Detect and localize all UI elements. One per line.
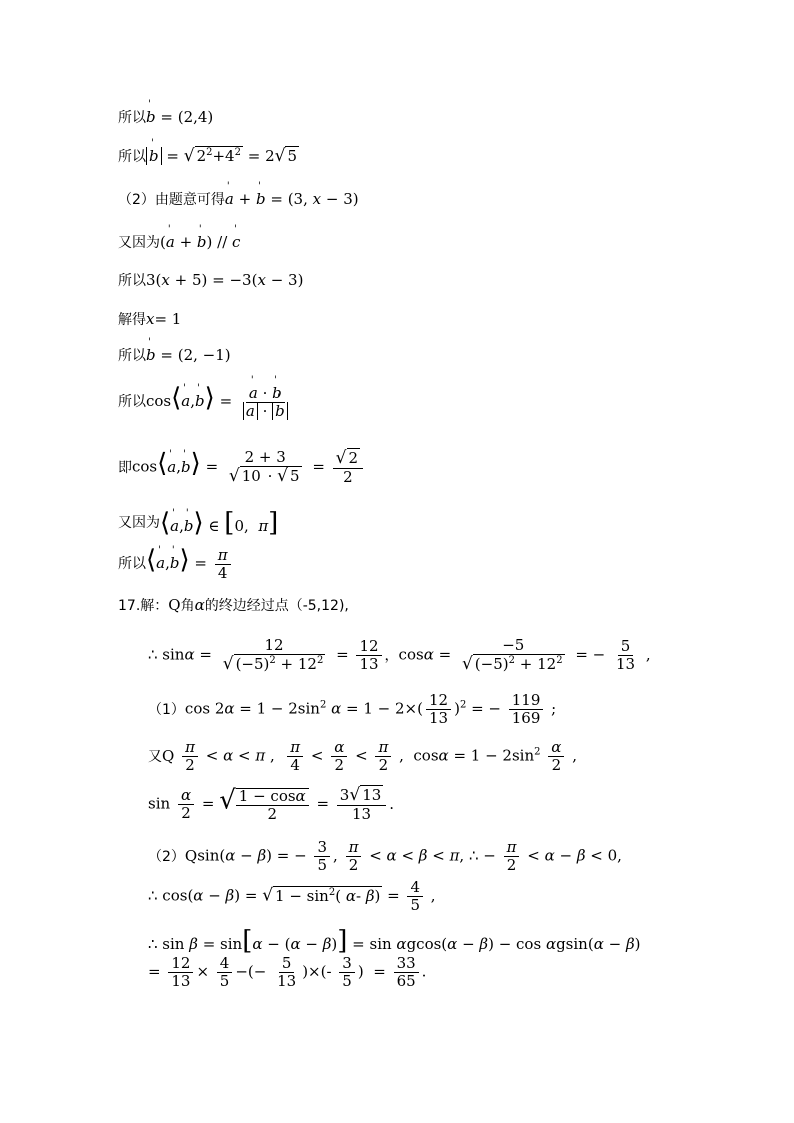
text-suoyi: 所以 xyxy=(118,272,146,289)
line-angle-range xyxy=(118,510,278,536)
formula-cos-value: cos⟨' a,' b⟩ = $\frac{2 + 3}{√ 10 \cdot √ 5}$ = $\frac{√ 2}{2}$ xyxy=(132,450,366,485)
part-2-label: （2） xyxy=(148,848,185,865)
formula-x-value: x= 1 xyxy=(146,310,182,328)
formula-cos-alpha: cosα = $\frac{-5}{√ (-5)^2 + 12^2}$ = − $\frac{5}{13}$ , xyxy=(398,636,651,674)
text-suoyi: 所以 xyxy=(118,109,146,126)
line-cos-def xyxy=(118,385,294,419)
formula-b-equals: ' b = (2,4) xyxy=(146,110,213,125)
comma: ， xyxy=(384,647,399,664)
problem-17-header xyxy=(118,598,349,613)
text-youyinwei: 又因为 xyxy=(118,234,160,251)
line-cos-2alpha xyxy=(148,693,556,726)
q-symbol: Q xyxy=(162,747,175,765)
formula-b-new: ' b = (2, −1) xyxy=(146,348,231,363)
line-equation xyxy=(118,273,303,288)
text-suoyi: 所以 xyxy=(118,148,146,165)
formula-equation: 3(x + 5) = −3(x − 3) xyxy=(146,271,304,289)
formula-b-abs: ' b = √ $2^2+4^2 = 2√$ 5 xyxy=(146,148,299,165)
formula-part2-given: sin(α − β) = − $\frac{3}{5}$ , $\frac{\pi}{2}$ < α < β < π, ∴ − $\frac{\pi}{2}$ < α − β < 0, xyxy=(197,838,622,874)
formula-cos-def: cos⟨' a,' b⟩ = ' $\frac{a \cdot ' b}{a \cdot ' b}$ xyxy=(146,385,294,419)
text-jiao: 角 xyxy=(180,597,195,614)
text-suoyi: 所以 xyxy=(118,347,146,364)
formula-sin-alpha: ∴ sinα = $\frac{12}{√ (-5)^2 + 12^2}$ = $\frac{12}{13}$ xyxy=(148,638,385,673)
line-b-new xyxy=(118,348,231,363)
formula-cos-alpha-minus-beta: ∴ cos(α − β) = √ $1 - \sin^2$( α- β) = $\frac{4}{5}$ , xyxy=(148,878,436,914)
line-solve-x xyxy=(118,312,181,327)
line-sin-half-alpha xyxy=(148,787,394,822)
line-part2-sum xyxy=(118,192,359,207)
line-b-magnitude xyxy=(118,148,299,165)
line-final-result xyxy=(148,956,426,989)
line-alpha-range xyxy=(148,740,577,773)
text-suoyi: 所以 xyxy=(118,393,146,410)
part-1-label: （1） xyxy=(148,701,185,718)
text-terminal-side: 的终边经过点（-5,12), xyxy=(204,597,349,614)
formula-angle-range: ⟨' a,' b⟩ ∈ [0, π] xyxy=(160,510,278,536)
text-youyinwei: 又因为 xyxy=(118,515,160,531)
q-symbol: Q xyxy=(168,596,181,614)
line-sin-cos-alpha xyxy=(148,638,651,673)
formula-sin-beta: ∴ sin β = sin[α − (α − β)] = sin αgcos(α − β) − cos αgsin(α − β) xyxy=(148,926,641,956)
formula-alpha-range: $\frac{\pi}{2}$ < α < π , $\frac{\pi}{4}$ < $\frac{\alpha}{2}$ < $\frac{\pi}{2}$ , $\cos\alpha = 1 - 2\sin^2$ $\frac{\alpha}{2}$ , xyxy=(174,740,577,773)
text-ji: 即 xyxy=(118,459,132,476)
line-cos-value xyxy=(118,450,366,485)
text-part2-intro: （2）由题意可得 xyxy=(118,191,225,208)
alpha-symbol: α xyxy=(194,596,205,614)
q-symbol: Q xyxy=(184,847,198,865)
line-angle-result xyxy=(118,547,234,581)
line-b-value xyxy=(118,110,213,125)
formula-a-plus-b: ' a + ' b = (3, x − 3) xyxy=(225,192,359,207)
formula-parallel: (' a + ' b) // ' c xyxy=(160,235,240,250)
formula-final-result: = $\frac{12}{13}$ × $\frac{4}{5}$ −(− $\frac{5}{13}$ )×(- $\frac{3}{5}$ ) = $\frac{33}{65}$ . xyxy=(148,954,427,990)
formula-angle-result: ⟨' a,' b⟩ = $\frac{\pi}{4}$ xyxy=(146,547,234,581)
line-parallel xyxy=(118,235,240,250)
line-sin-beta xyxy=(148,928,640,954)
line-part2-given xyxy=(148,840,622,873)
formula-cos-2alpha: $\cos 2\alpha = 1 - 2\sin^2$ α = 1 − 2×( $\frac{12}{13}$ )$^2$ = − $\frac{119}{169}$ ; xyxy=(184,691,557,727)
text-suoyi: 所以 xyxy=(118,555,146,572)
text-you: 又 xyxy=(148,748,162,765)
period: . xyxy=(389,795,395,813)
formula-sin-half-alpha: sin $\frac{\alpha}{2}$ = √ $\frac{1 - \cos\alpha}{2}$ = $\frac{3√ 13}{13}$ xyxy=(148,787,389,822)
line-cos-alpha-minus-beta xyxy=(148,880,436,913)
problem-17-number: 17.解： xyxy=(118,597,169,614)
text-jiede: 解得 xyxy=(118,311,146,328)
